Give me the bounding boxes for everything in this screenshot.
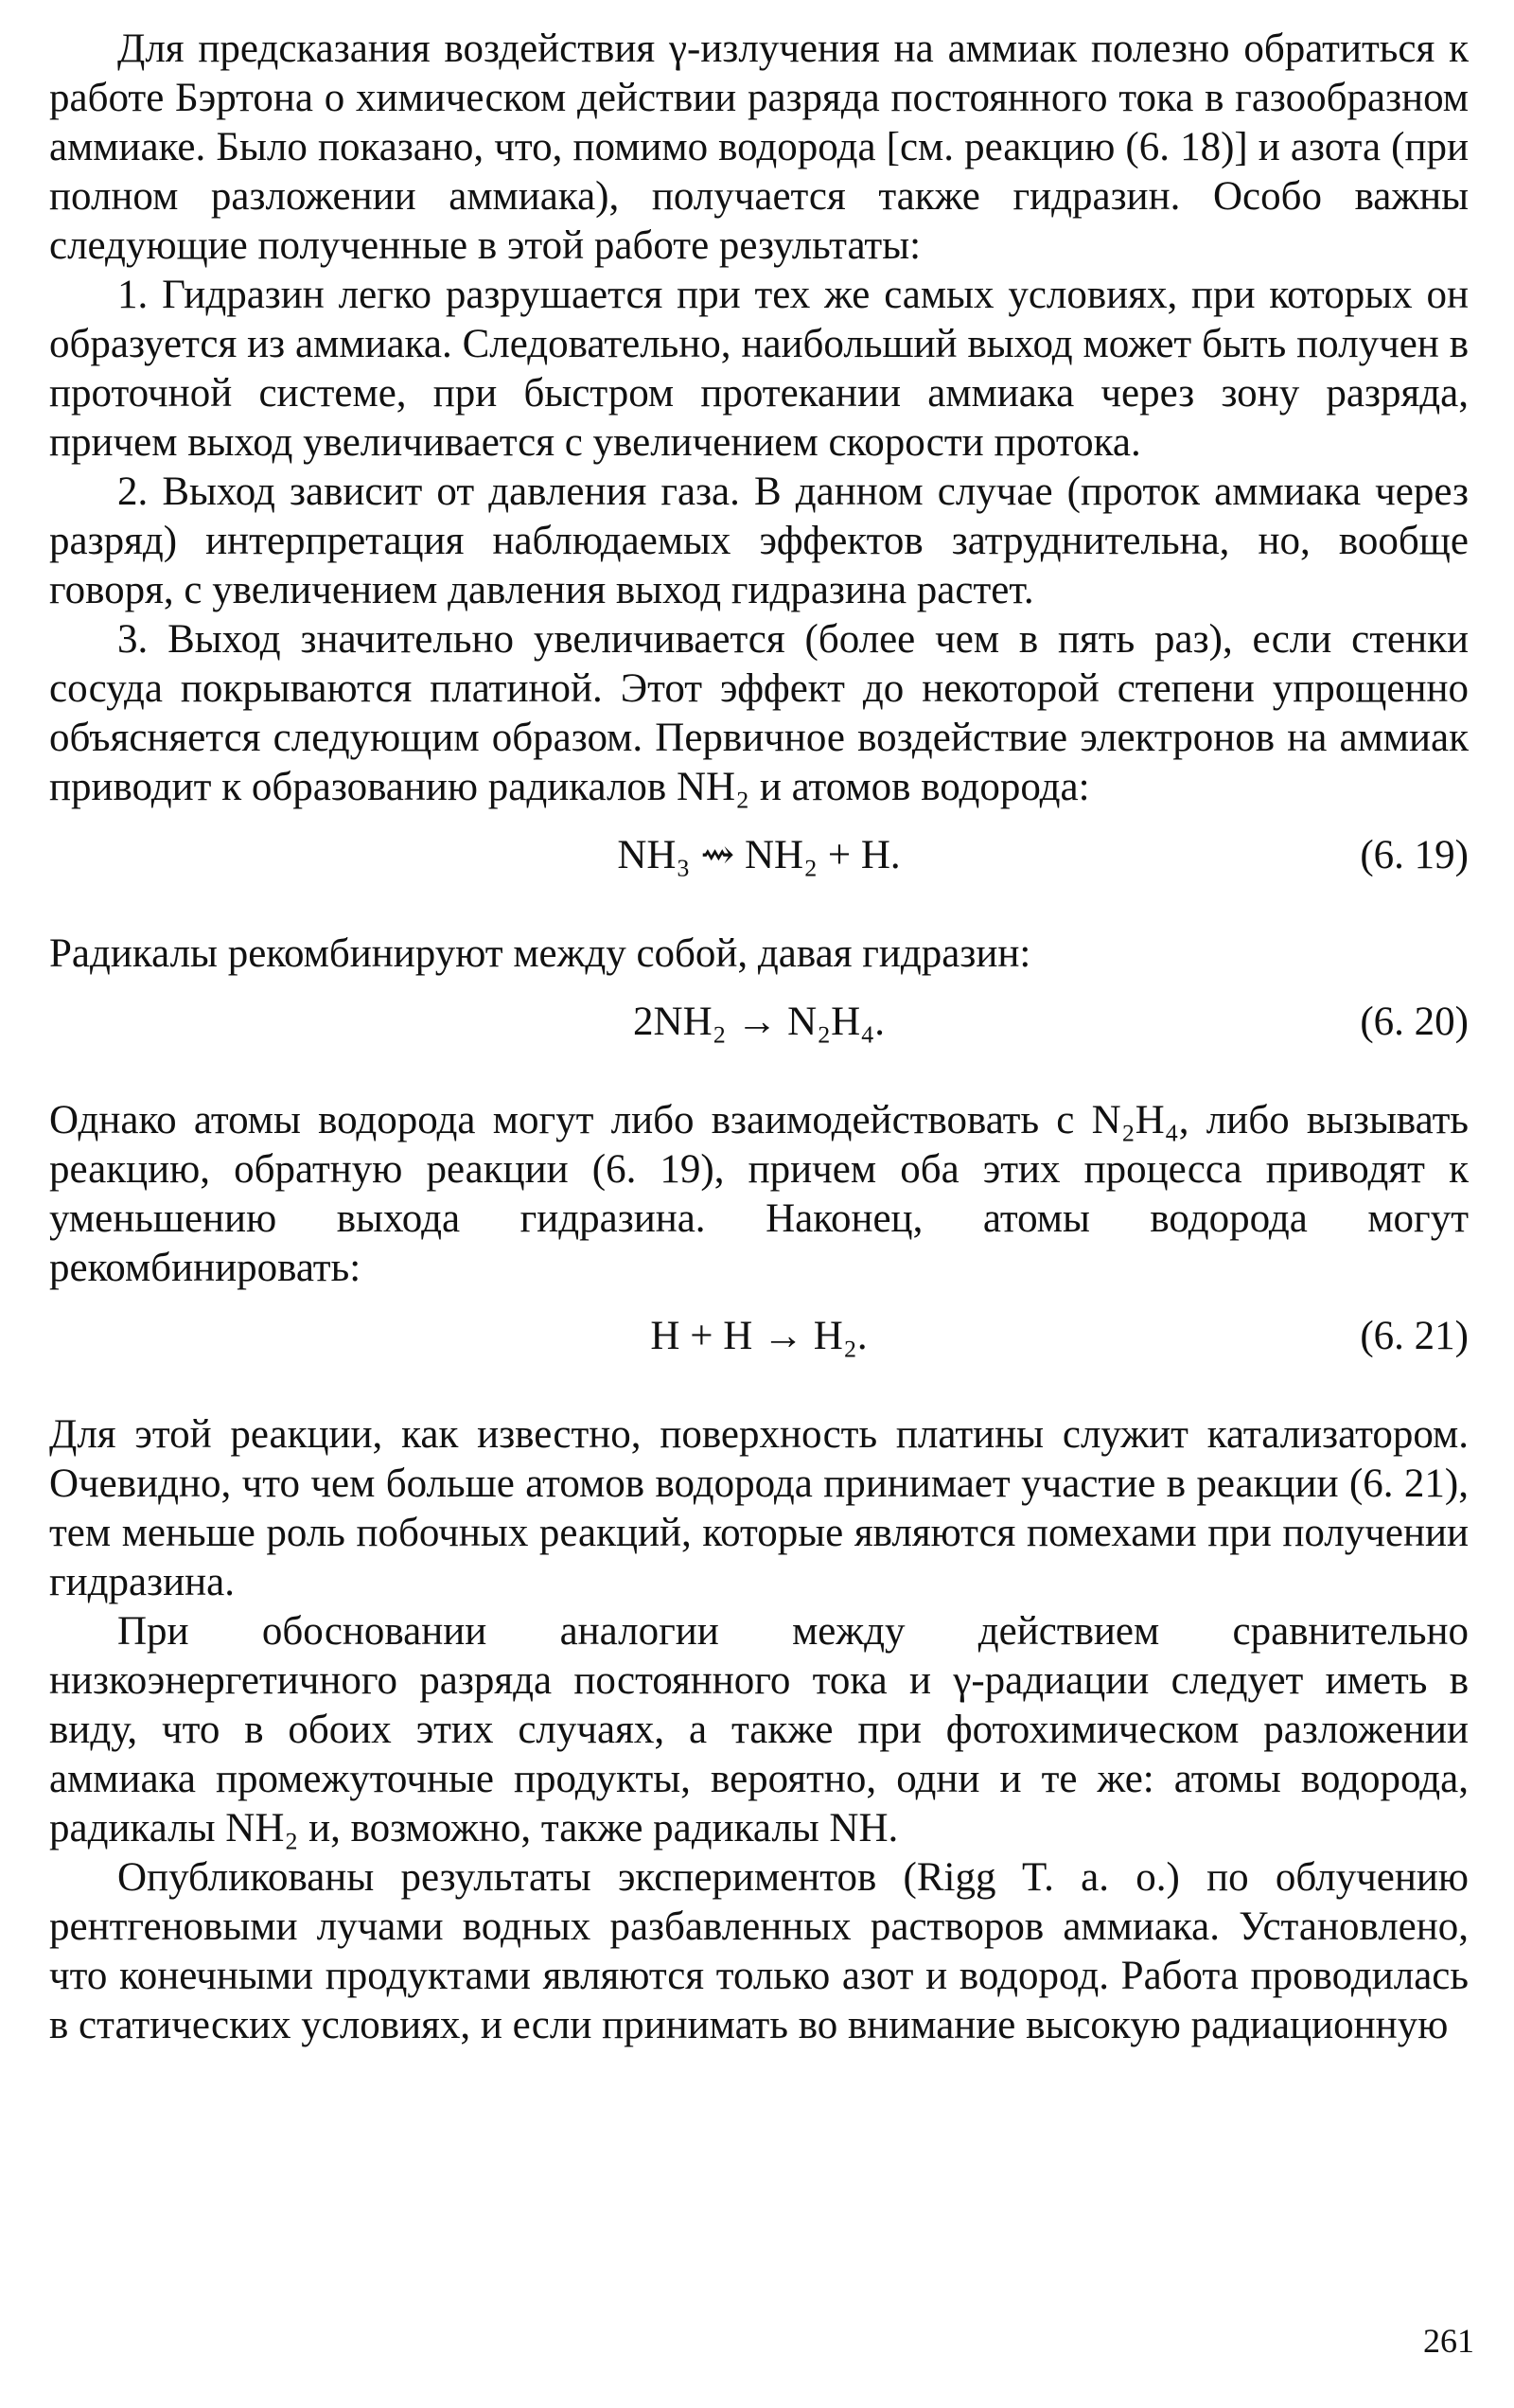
page-number: 261 xyxy=(1423,2322,1474,2360)
equation-number: (6. 19) xyxy=(1360,833,1469,877)
list-item: 2. Выход зависит от давления газа. В данном случае (проток аммиака через разряд) интерпретация наблюдаемых эффектов затруднительна, но, вообще говоря, с увеличением давления выход гидразина растет. xyxy=(49,469,1469,612)
equation-6-19 xyxy=(49,831,1469,880)
paragraph: При обосновании аналогии между действием сравнительно низкоэнергетичного разряда постоянного тока и γ-радиации следует иметь в виду, что в обоих этих случаях, а также при фотохимическом разложении аммиака промежуточные продукты, вероятно, одни и те же: атомы водорода, радикалы NH₂ и, возможно, также радикалы NH. xyxy=(49,1609,1469,1850)
paragraph: Для предсказания воздействия γ-излучения на аммиак полезно обратиться к работе Бэртона о химическом действии разряда постоянного тока в газообразном аммиаке. Было показано, что, помимо водорода [см. реакцию (6. 18)] и азота (при полном разложении аммиака), получается также гидразин. Особо важны следующие полученные в этой работе результаты: xyxy=(49,27,1469,268)
paragraph: Однако атомы водорода могут либо взаимодействовать с N₂H₄, либо вызывать реакцию, обратную реакции (6. 19), причем оба этих процесса приводят к уменьшению выхода гидразина. Наконец, атомы водорода могут рекомбинировать: xyxy=(49,1098,1469,1290)
list-item: 3. Выход значительно увеличивается (более чем в пять раз), если стенки сосуда покрываются платиной. Этот эффект до некоторой степени упрощенно объясняется следующим образом. Первичное воздействие электронов на аммиак приводит к образованию радикалов NH₂ и атомов водорода: xyxy=(49,617,1469,809)
equation-number: (6. 21) xyxy=(1360,1314,1469,1358)
paragraph: Опубликованы результаты экспериментов (Rigg T. a. o.) по облучению рентгеновыми лучами водных разбавленных растворов аммиака. Установлено, что конечными продуктами являются только азот и водород. Работа проводилась в статических условиях, и если принимать во внимание высокую радиационную xyxy=(49,1855,1469,2047)
list-item: 1. Гидразин легко разрушается при тех же самых условиях, при которых он образуется из аммиака. Следовательно, наибольший выход может быть получен в проточной системе, при быстром протекании аммиака через зону разряда, причем выход увеличивается с увеличением скорости протока. xyxy=(49,273,1469,465)
page-body xyxy=(49,25,1469,2050)
equation-formula: H + H → H₂. xyxy=(650,1314,868,1358)
paragraph: Для этой реакции, как известно, поверхность платины служит катализатором. Очевидно, что чем больше атомов водорода принимает участие в реакции (6. 21), тем меньше роль побочных реакций, которые являются помехами при получении гидразина. xyxy=(49,1412,1469,1604)
equation-6-20 xyxy=(49,998,1469,1047)
equation-formula: 2NH₂ → N₂H₄. xyxy=(633,1000,885,1044)
paragraph: Радикалы рекомбинируют между собой, давая гидразин: xyxy=(49,931,1031,976)
equation-formula: NH₃ ⇝ NH₂ + H. xyxy=(617,833,901,877)
equation-number: (6. 20) xyxy=(1360,1000,1469,1044)
equation-6-21 xyxy=(49,1312,1469,1361)
